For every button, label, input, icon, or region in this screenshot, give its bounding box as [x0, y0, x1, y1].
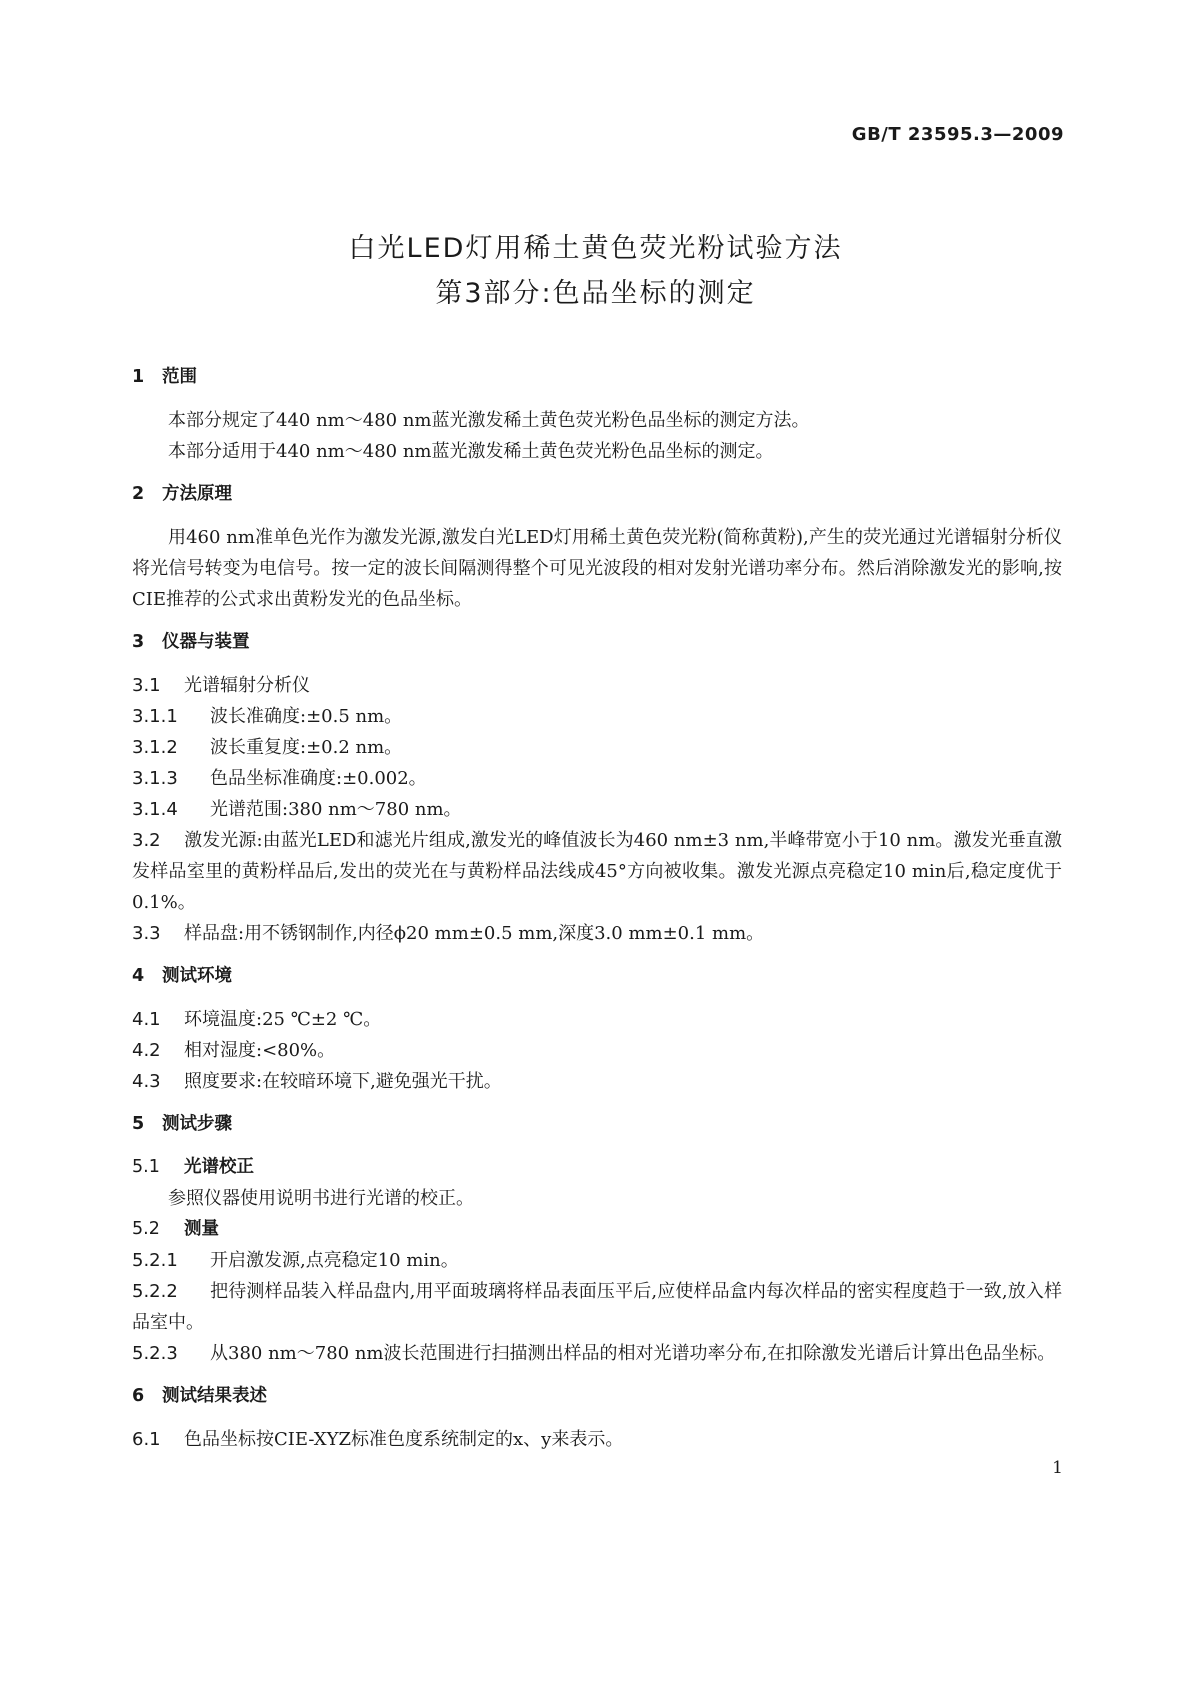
- section-number: 2: [132, 484, 145, 504]
- paragraph: 本部分规定了440 nm～480 nm蓝光激发稀土黄色荧光粉色品坐标的测定方法。: [168, 410, 810, 431]
- clause-text: 把待测样品装入样品盘内,用平面玻璃将样品表面压平后,应使样品盒内每次样品的密实程度趋于一致,放入样品室中。: [132, 1281, 1062, 1333]
- document-title-line1: 白光LED灯用稀土黄色荧光粉试验方法: [348, 233, 843, 264]
- subsection-title: 光谱校正: [184, 1157, 254, 1177]
- subsection-heading: [132, 1214, 1062, 1245]
- section-title: 仪器与装置: [162, 632, 250, 652]
- clause-text: 波长准确度:±0.5 nm。: [210, 706, 403, 727]
- section-title: 范围: [162, 367, 197, 387]
- standard-code: GB/T 23595.3—2009: [851, 124, 1064, 145]
- section-number: 4: [132, 966, 145, 986]
- clause-text: 开启激发源,点亮稳定10 min。: [210, 1250, 459, 1271]
- clause-text: 光谱辐射分析仪: [184, 675, 310, 696]
- clause-number: 3.1.1: [132, 706, 178, 727]
- clause-number: 5.1: [132, 1157, 160, 1177]
- document-body: [132, 362, 1062, 1455]
- clause-number: 5.2: [132, 1219, 160, 1239]
- clause: [132, 1338, 1062, 1369]
- clause-text: 波长重复度:±0.2 nm。: [210, 737, 403, 758]
- clause-number: 5.2.1: [132, 1250, 178, 1271]
- clause: [132, 1035, 1062, 1066]
- section-title: 测试结果表述: [162, 1386, 267, 1406]
- clause: [132, 794, 1062, 825]
- section-heading: [132, 961, 1062, 992]
- section-heading: [132, 1109, 1062, 1140]
- document-title-line2: 第3部分:色品坐标的测定: [435, 278, 756, 309]
- clause-number: 4.2: [132, 1040, 161, 1061]
- clause: [132, 1276, 1062, 1338]
- section-number: 3: [132, 632, 145, 652]
- clause-number: 3.2: [132, 830, 161, 851]
- clause-text: 激发光源:由蓝光LED和滤光片组成,激发光的峰值波长为460 nm±3 nm,半峰带宽小于10 nm。激发光垂直激发样品室里的黄粉样品后,发出的荧光在与黄粉样品法线成45°方向被收集。激发光源点亮稳定10 min后,稳定度优于0.1%。: [132, 830, 1062, 913]
- clause: [132, 918, 1062, 949]
- section-heading: [132, 362, 1062, 393]
- clause-number: 3.1.2: [132, 737, 178, 758]
- clause-text: 色品坐标准确度:±0.002。: [210, 768, 427, 789]
- clause-text: 相对湿度:<80%。: [184, 1040, 336, 1061]
- clause-text: 样品盘:用不锈钢制作,内径ϕ20 mm±0.5 mm,深度3.0 mm±0.1 mm。: [184, 923, 765, 944]
- clause-number: 3.1: [132, 675, 161, 696]
- clause-number: 5.2.3: [132, 1343, 178, 1364]
- section-title: 测试步骤: [162, 1114, 232, 1134]
- clause-number: 5.2.2: [132, 1281, 178, 1302]
- clause-text: 照度要求:在较暗环境下,避免强光干扰。: [184, 1071, 502, 1092]
- section-title: 方法原理: [162, 484, 232, 504]
- clause: [132, 1424, 1062, 1455]
- clause: [132, 825, 1062, 918]
- subsection-heading: [132, 1152, 1062, 1183]
- clause: [132, 670, 1062, 701]
- clause-number: 3.1.3: [132, 768, 178, 789]
- clause: [132, 763, 1062, 794]
- paragraph: 本部分适用于440 nm～480 nm蓝光激发稀土黄色荧光粉色品坐标的测定。: [168, 441, 774, 462]
- clause-number: 6.1: [132, 1429, 161, 1450]
- clause-text: 色品坐标按CIE-XYZ标准色度系统制定的x、y来表示。: [184, 1429, 624, 1450]
- clause-number: 4.1: [132, 1009, 161, 1030]
- section-heading: [132, 479, 1062, 510]
- clause: [132, 1245, 1062, 1276]
- paragraph: 用460 nm准单色光作为激发光源,激发白光LED灯用稀土黄色荧光粉(简称黄粉),产生的荧光通过光谱辐射分析仪将光信号转变为电信号。按一定的波长间隔测得整个可见光波段的相对发射光谱功率分布。然后消除激发光的影响,按CIE推荐的公式求出黄粉发光的色品坐标。: [132, 527, 1062, 610]
- subsection-title: 测量: [184, 1219, 219, 1239]
- clause: [132, 1066, 1062, 1097]
- clause-number: 4.3: [132, 1071, 161, 1092]
- section-heading: [132, 1381, 1062, 1412]
- section-number: 1: [132, 367, 145, 387]
- clause: [132, 732, 1062, 763]
- clause: [132, 701, 1062, 732]
- clause-text: 光谱范围:380 nm～780 nm。: [210, 799, 462, 820]
- section-title: 测试环境: [162, 966, 232, 986]
- clause-number: 3.3: [132, 923, 161, 944]
- section-number: 5: [132, 1114, 145, 1134]
- paragraph: 参照仪器使用说明书进行光谱的校正。: [168, 1188, 474, 1209]
- clause-number: 3.1.4: [132, 799, 178, 820]
- clause: [132, 1004, 1062, 1035]
- page-number: 1: [1052, 1458, 1063, 1478]
- clause-text: 环境温度:25 ℃±2 ℃。: [184, 1009, 382, 1030]
- section-number: 6: [132, 1386, 145, 1406]
- section-heading: [132, 627, 1062, 658]
- clause-text: 从380 nm～780 nm波长范围进行扫描测出样品的相对光谱功率分布,在扣除激发光谱后计算出色品坐标。: [210, 1343, 1056, 1364]
